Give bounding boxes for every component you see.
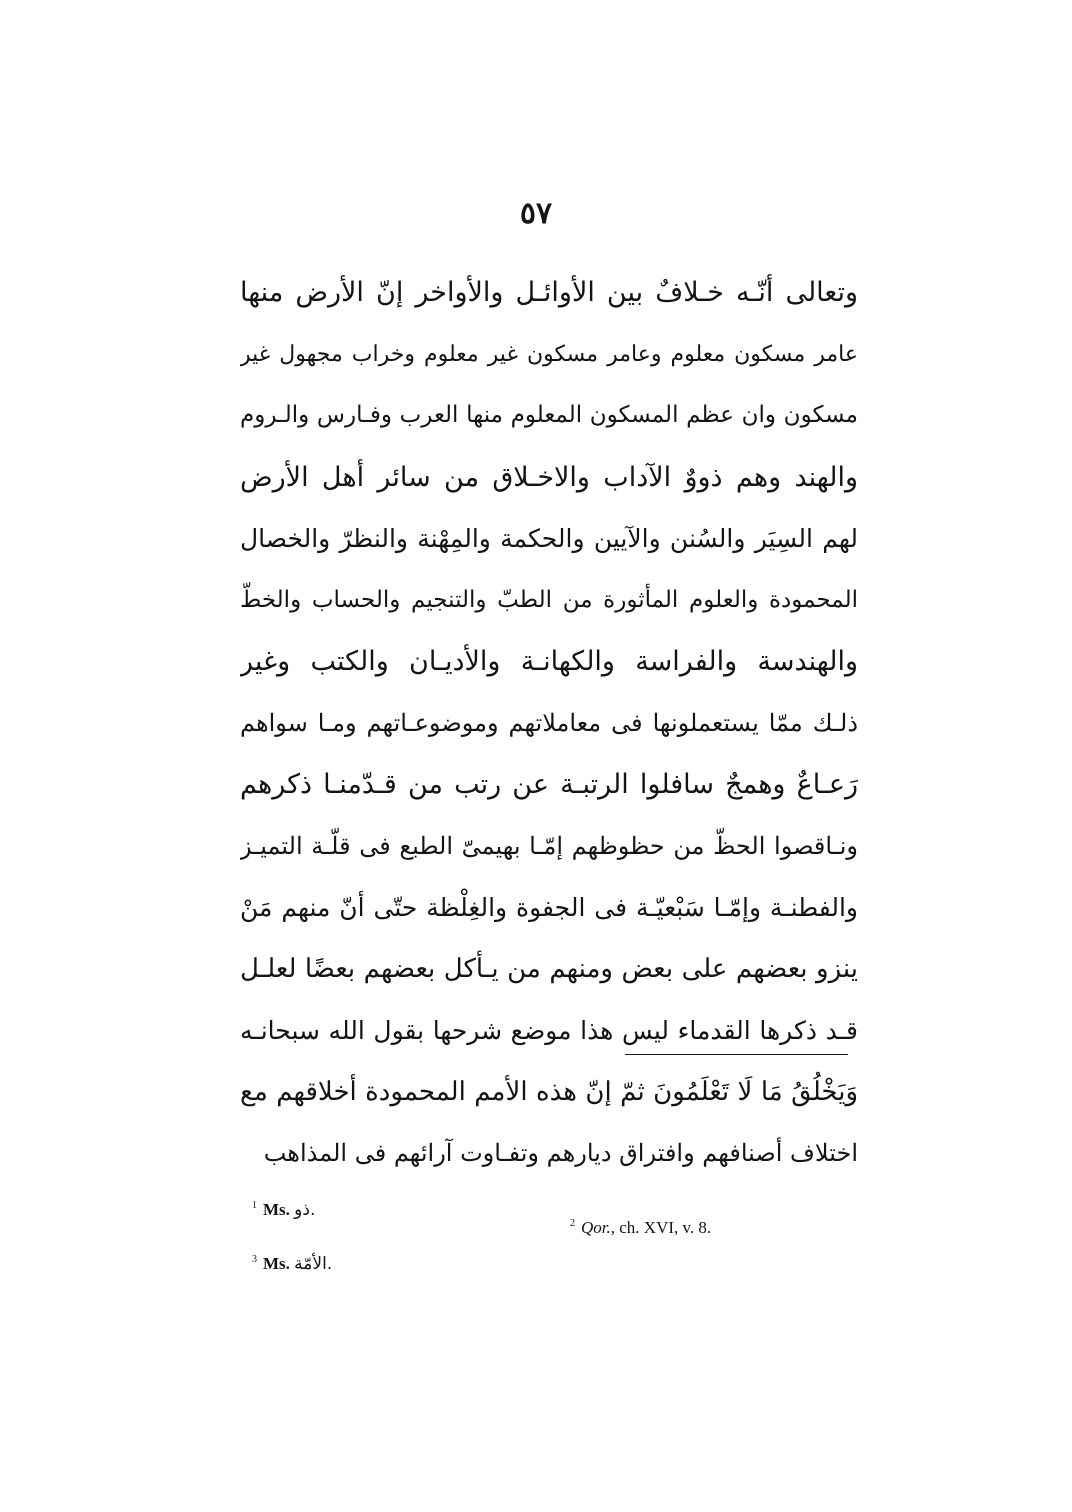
footnote-marker: 3 <box>252 1254 257 1266</box>
text-line: ينزو بعضهم على بعض ومنهم من يـأكل بعضهم بعضًا لعلـل <box>240 953 858 984</box>
quote-overline <box>625 1054 848 1055</box>
text-line: والفطنـة وإمّـا سَبْعيّـة فى الجفوة والغِلْظة حتّى أنّ منهم مَنْ <box>240 893 858 922</box>
text-line: اختلاف أصنافهم وافتراق ديارهم وتفـاوت آرائهم فى المذاهب <box>263 1139 858 1167</box>
text-line: ذلـك ممّا يستعملونها فى معاملاتهم وموضوعـاتهم ومـا سواهم <box>240 708 858 737</box>
footnote-ms-label: Ms. <box>263 1254 290 1273</box>
quran-quote-line: وَيَخْلُقُ مَا لَا تَعْلَمُونَ ثمّ إنّ هذه الأمم المحمودة أخلاقهم مع <box>240 1076 858 1107</box>
main-text <box>240 262 858 1185</box>
footnote-text: ذو. <box>294 1200 316 1220</box>
footnote-text: الأمّة. <box>294 1254 333 1274</box>
text-line: المحمودة والعلوم المأثورة من الطبّ والتنجيم والحساب والخطّ <box>240 586 858 613</box>
footnote-text: , ch. XVI, v. 8. <box>610 1218 712 1237</box>
footnote-marker: 2 <box>570 1218 575 1230</box>
footnote-marker: 1 <box>252 1200 257 1212</box>
footnote-2 <box>570 1218 711 1238</box>
text-line: لهم السِيَر والسُنن والآيين والحكمة والمِهْنة والنظرّ والخصال <box>240 524 858 553</box>
text-line: قـد ذكرها القدماء ليس هذا موضع شرحها بقول الله سبحانـه <box>240 1016 858 1045</box>
text-line: عامر مسكون معلوم وعامر مسكون غير معلوم وخراب مجهول غير <box>240 341 858 367</box>
text-line: ونـاقصوا الحظّ من حظوظهم إمّـا بهيمىّ الطبع فى قلّـة التميـز <box>240 831 858 860</box>
footnote-qor-label: Qor. <box>581 1218 611 1237</box>
footnote-3 <box>252 1254 332 1274</box>
footnote-1 <box>252 1200 315 1220</box>
page-number: ٥٧ <box>519 196 553 231</box>
footnote-ms-label: Ms. <box>263 1200 290 1219</box>
text-line: رَعـاعٌ وهمجٌ سافلوا الرتبـة عن رتب من قـدّمنـا ذكرهم <box>240 769 858 800</box>
text-line: والهند وهم ذووٌ الآداب والاخـلاق من سائر أهل الأرض <box>240 461 858 493</box>
text-line: والهندسة والفراسة والكهانـة والأديـان والكتب وغير <box>240 646 858 677</box>
text-line: مسكون وان عظم المسكون المعلوم منها العرب وفـارس والـروم <box>240 402 858 428</box>
text-line: وتعالى أنّـه خـلافٌ بين الأوائـل والأواخر إنّ الأرض منها <box>240 277 858 308</box>
